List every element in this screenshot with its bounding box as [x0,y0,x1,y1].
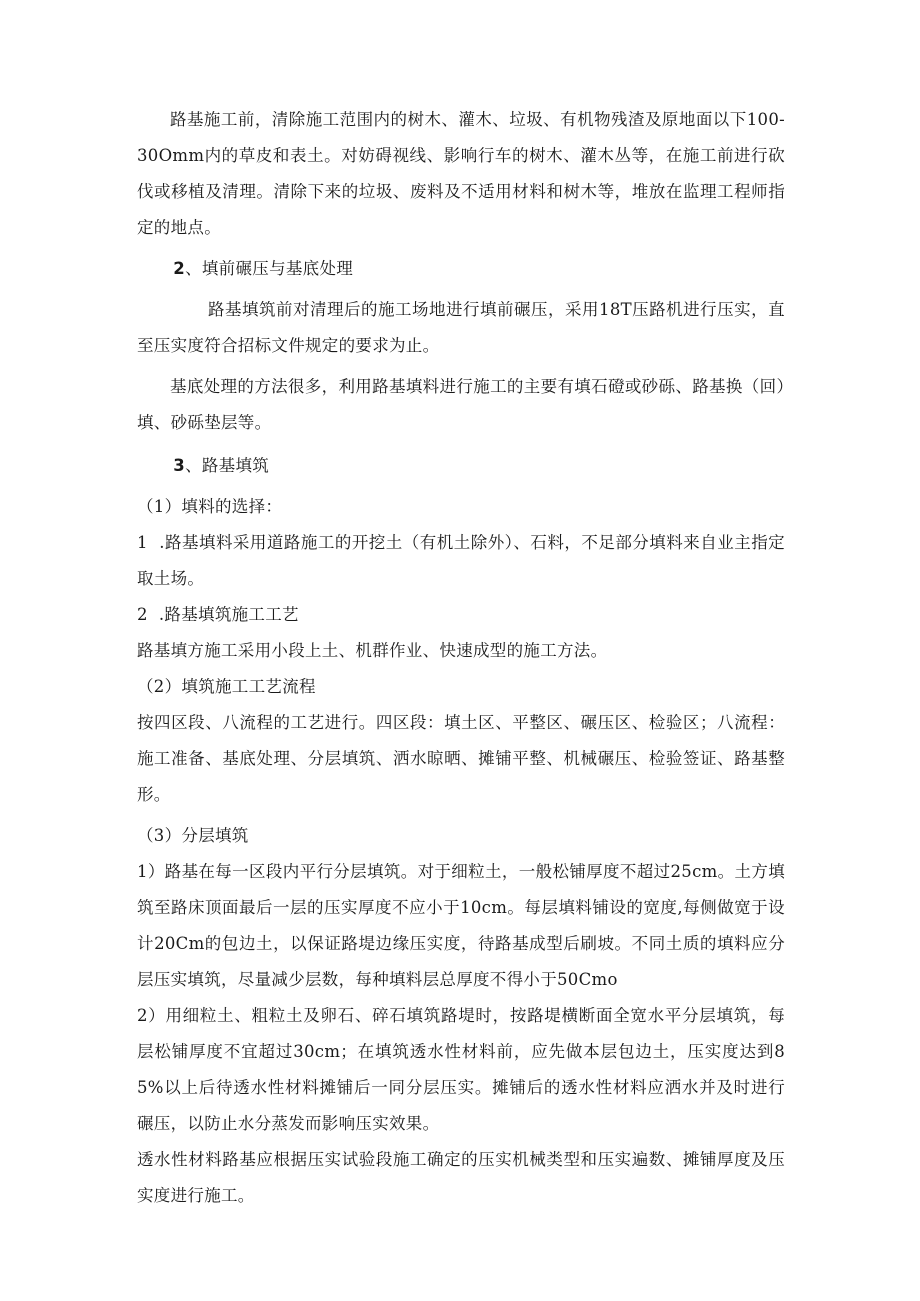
section-heading-3 [137,448,785,484]
paragraph-base-treatment: 基底处理的方法很多，利用路基填料进行施工的主要有填石磴或砂砾、路基换（回）填、砂砾垫层等。 [137,377,785,432]
paragraph-method: 路基填方施工采用小段上土、机群作业、快速成型的施工方法。 [137,641,608,660]
paragraph-layered-fill-1: 1）路基在每一区段内平行分层填筑。对于细粒土，一般松铺厚度不超过25cm。土方填筑至路床顶面最后一层的压实厚度不应小于10cm。每层填料铺设的宽度,每侧做宽于设计20Cm的包边土，以保证路堤边缘压实度，待路基成型后刷坡。不同土质的填料应分层压实填筑，尽量减少层数，每种填料层总厚度不得小于50Cmo [137,862,785,989]
section-heading-2 [137,251,785,287]
paragraph-permeable-material: 透水性材料路基应根据压实试验段施工确定的压实机械类型和压实遍数、摊铺厚度及压实度进行施工。 [137,1150,785,1205]
list-item-process: 2 .路基填筑施工工艺 [137,605,299,624]
document-body [137,102,785,1214]
paragraph-layered-fill-2: 2）用细粒土、粗粒土及卵石、碎石填筑路堤时，按路堤横断面全宽水平分层填筑，每层松铺厚度不宜超过30cm；在填筑透水性材料前，应先做本层包边土，压实度达到85%以上后待透水性材料摊铺后一同分层压实。摊铺后的透水性材料应洒水并及时进行碾压，以防止水分蒸发而影响压实效果。 [137,1006,785,1133]
subheading-process-flow: （2）填筑施工工艺流程 [137,677,316,696]
section-title: 、路基填筑 [185,456,270,475]
paragraph-clearing: 路基施工前，清除施工范围内的树木、灌木、垃圾、有机物残渣及原地面以下100-30Omm内的草皮和表土。对妨碍视线、影响行车的树木、灌木丛等，在施工前进行砍伐或移植及清理。清除下来的垃圾、废料及不适用材料和树木等，堆放在监理工程师指定的地点。 [137,110,785,237]
section-title: 、填前碾压与基底处理 [185,259,354,278]
paragraph-process-flow: 按四区段、八流程的工艺进行。四区段：填土区、平整区、碾压区、检验区；八流程：施工准备、基底处理、分层填筑、洒水晾晒、摊铺平整、机械碾压、检验签证、路基整形。 [137,713,785,804]
subheading-layered-fill: （3）分层填筑 [137,826,249,845]
list-item-fill-source: 1 .路基填料采用道路施工的开挖土（有机土除外）、石料，不足部分填料来自业主指定取土场。 [137,533,785,588]
paragraph-pre-compaction: 路基填筑前对清理后的施工场地进行填前碾压，采用18T压路机进行压实，直至压实度符合招标文件规定的要求为止。 [137,300,785,355]
section-number: 2 [173,259,186,278]
section-number: 3 [173,456,186,475]
subheading-fill-selection: （1）填料的选择： [137,497,283,516]
